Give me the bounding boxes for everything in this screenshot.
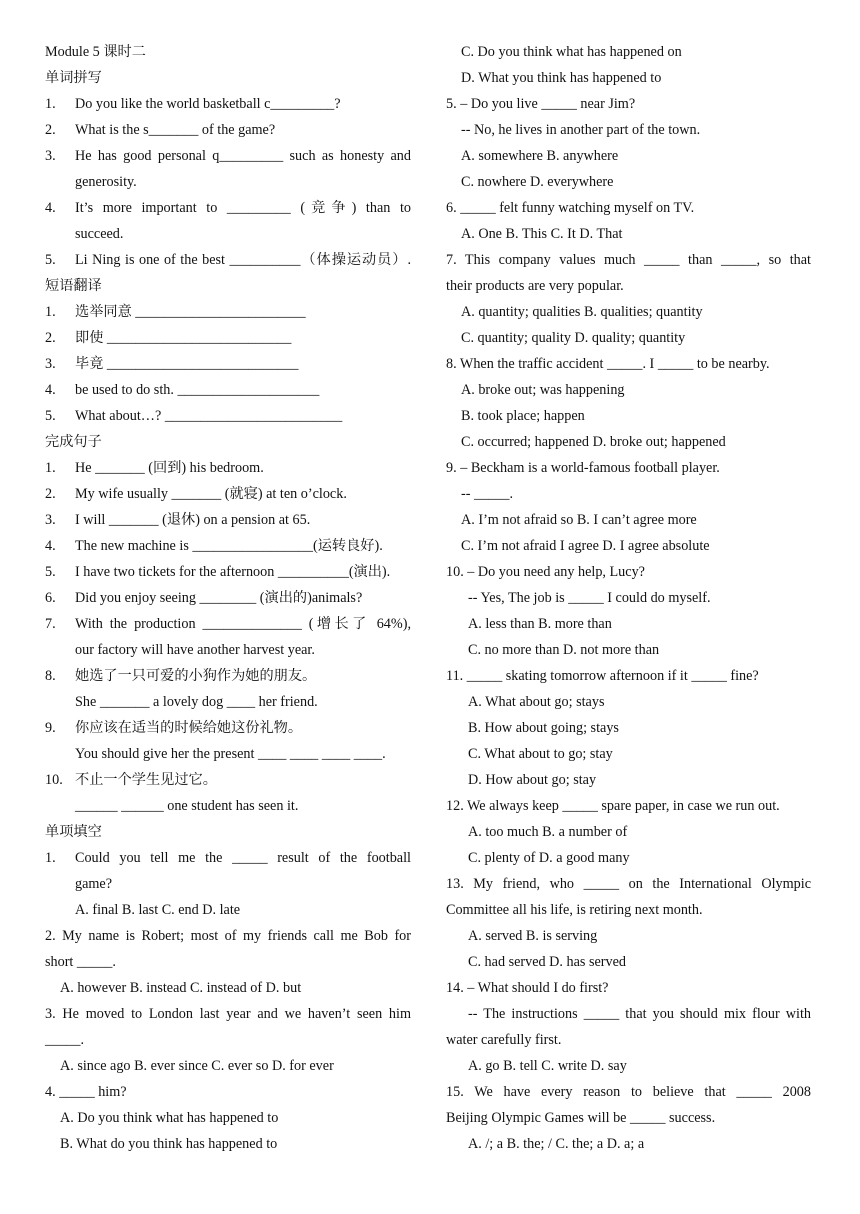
text-line: C. quantity; quality D. quality; quantity	[461, 330, 686, 346]
text-line: D. What you think has happened to	[461, 70, 662, 86]
text-line: A. final B. last C. end D. late	[75, 902, 241, 918]
text-line: C. nowhere D. everywhere	[461, 174, 614, 190]
item-number: 4.	[45, 200, 56, 216]
text-line: Committee all his life, is retiring next month.	[446, 902, 703, 918]
text-line: 8. When the traffic accident _____. I _____ to be nearby.	[446, 356, 770, 372]
item-text: Did you enjoy seeing ________ (演出的)animals?	[75, 590, 363, 606]
text-line: _____.	[45, 1032, 85, 1048]
text-line: -- The instructions _____ that you should mix flour with	[468, 1006, 811, 1022]
text-line: ______ ______ one student has seen it.	[75, 798, 299, 814]
text-line	[45, 195, 411, 221]
item-text: He has good personal q_________ such as honesty and	[75, 148, 411, 164]
text-line: B. How about going; stays	[468, 720, 619, 736]
text-line	[45, 351, 411, 377]
text-line: 13. My friend, who _____ on the International Olympic	[446, 876, 811, 892]
item-number: 8.	[45, 668, 56, 684]
text-line: C. plenty of D. a good many	[468, 850, 630, 866]
text-line	[45, 663, 411, 689]
text-line: -- No, he lives in another part of the town.	[461, 122, 701, 138]
item-number: 6.	[45, 590, 56, 606]
text-line: 4. _____ him?	[45, 1084, 127, 1100]
item-text: My wife usually _______ (就寝) at ten o’clock.	[75, 486, 347, 502]
text-line: C. no more than D. not more than	[468, 642, 660, 658]
text-line: game?	[75, 876, 113, 892]
text-line	[45, 845, 411, 871]
text-line	[45, 507, 411, 533]
item-text: 即使 __________________________	[75, 330, 292, 346]
text-line: generosity.	[75, 174, 137, 190]
text-line: their products are very popular.	[446, 278, 624, 294]
item-text: The new machine is _________________(运转良好).	[75, 538, 383, 554]
text-line: A. too much B. a number of	[468, 824, 628, 840]
item-number: 5.	[45, 408, 56, 424]
item-number: 9.	[45, 720, 56, 736]
item-number: 10.	[45, 772, 63, 788]
item-text: 毕竟 ___________________________	[75, 356, 299, 372]
text-line: 10. – Do you need any help, Lucy?	[446, 564, 645, 580]
text-line: 完成句子	[45, 434, 102, 450]
text-line	[45, 715, 411, 741]
text-line: C. had served D. has served	[468, 954, 626, 970]
text-line	[45, 585, 411, 611]
text-line: 6. _____ felt funny watching myself on TV.	[446, 200, 695, 216]
text-line: She _______ a lovely dog ____ her friend.	[75, 694, 318, 710]
text-line	[45, 143, 411, 169]
item-text: 你应该在适当的时候给她这份礼物。	[75, 720, 303, 736]
item-text: I will _______ (退休) on a pension at 65.	[75, 512, 311, 528]
text-line	[45, 767, 411, 793]
text-line: short _____.	[45, 954, 116, 970]
text-line: 12. We always keep _____ spare paper, in case we run out.	[446, 798, 780, 814]
text-line: water carefully first.	[446, 1032, 562, 1048]
text-line	[45, 403, 411, 429]
text-line	[45, 117, 411, 143]
text-line: 单词拼写	[45, 70, 102, 86]
text-line: A. less than B. more than	[468, 616, 612, 632]
text-line: A. /; a B. the; / C. the; a D. a; a	[468, 1136, 645, 1152]
text-line	[45, 377, 411, 403]
item-number: 2.	[45, 330, 56, 346]
item-number: 1.	[45, 304, 56, 320]
text-line: A. however B. instead C. instead of D. but	[60, 980, 302, 996]
item-number: 1.	[45, 460, 56, 476]
text-line	[45, 533, 411, 559]
item-text: 她选了一只可爱的小狗作为她的朋友。	[75, 668, 317, 684]
text-line: C. I’m not afraid I agree D. I agree absolute	[461, 538, 710, 554]
text-line: C. Do you think what has happened on	[461, 44, 682, 60]
text-line: -- Yes, The job is _____ I could do myself.	[468, 590, 711, 606]
text-line: A. broke out; was happening	[461, 382, 625, 398]
text-line: A. since ago B. ever since C. ever so D. for ever	[60, 1058, 334, 1074]
text-line: B. What do you think has happened to	[60, 1136, 278, 1152]
text-line	[45, 299, 411, 325]
item-text: 不止一个学生见过它。	[75, 772, 217, 788]
text-line: -- _____.	[461, 486, 514, 502]
text-line	[45, 559, 411, 585]
text-line: A. Do you think what has happened to	[60, 1110, 279, 1126]
item-text: Do you like the world basketball c_________?	[75, 96, 341, 112]
text-line: A. somewhere B. anywhere	[461, 148, 619, 164]
text-line: succeed.	[75, 226, 124, 242]
item-number: 3.	[45, 356, 56, 372]
text-line: A. go B. tell C. write D. say	[468, 1058, 627, 1074]
text-line: 11. _____ skating tomorrow afternoon if it _____ fine?	[446, 668, 759, 684]
item-text: With the production ______________ (增长了 64%),	[75, 616, 411, 632]
text-line: C. occurred; happened D. broke out; happened	[461, 434, 726, 450]
text-line: You should give her the present ____ ____ ____ ____.	[75, 746, 386, 762]
text-line: our factory will have another harvest year.	[75, 642, 315, 658]
item-number: 5.	[45, 252, 56, 268]
text-line	[45, 247, 411, 273]
text-line: A. What about go; stays	[468, 694, 605, 710]
text-line: Beijing Olympic Games will be _____ success.	[446, 1110, 716, 1126]
text-line: C. What about to go; stay	[468, 746, 613, 762]
text-line	[45, 455, 411, 481]
text-line: A. quantity; qualities B. qualities; quantity	[461, 304, 703, 320]
item-number: 1.	[45, 96, 56, 112]
item-text: He _______ (回到) his bedroom.	[75, 460, 264, 476]
item-text: I have two tickets for the afternoon __________(演出).	[75, 564, 391, 580]
text-line: 7. This company values much _____ than _____, so that	[446, 252, 811, 268]
text-line: A. I’m not afraid so B. I can’t agree more	[461, 512, 697, 528]
text-line: 15. We have every reason to believe that _____ 2008	[446, 1084, 811, 1100]
left-column	[45, 39, 411, 1157]
item-number: 1.	[45, 850, 56, 866]
text-line: 9. – Beckham is a world-famous football player.	[446, 460, 720, 476]
item-number: 5.	[45, 564, 56, 580]
item-number: 2.	[45, 122, 56, 138]
text-line: D. How about go; stay	[468, 772, 597, 788]
item-text: It’s more important to _________ (竞争) than to	[75, 200, 411, 216]
item-number: 4.	[45, 382, 56, 398]
text-line: 3. He moved to London last year and we haven’t seen him	[45, 1006, 411, 1022]
text-line	[45, 611, 411, 637]
text-line	[45, 481, 411, 507]
text-line: A. served B. is serving	[468, 928, 598, 944]
item-text: Could you tell me the _____ result of the football	[75, 850, 411, 866]
item-number: 4.	[45, 538, 56, 554]
item-text: be used to do sth. ____________________	[75, 382, 320, 398]
text-line: B. took place; happen	[461, 408, 585, 424]
text-line: A. One B. This C. It D. That	[461, 226, 623, 242]
text-line: 单项填空	[45, 824, 102, 840]
text-line	[45, 91, 411, 117]
item-number: 2.	[45, 486, 56, 502]
text-line: 5. – Do you live _____ near Jim?	[446, 96, 636, 112]
item-number: 3.	[45, 512, 56, 528]
text-line: 14. – What should I do first?	[446, 980, 609, 996]
item-number: 3.	[45, 148, 56, 164]
right-column	[446, 39, 811, 1157]
item-text: 选举同意 ________________________	[75, 304, 306, 320]
text-line: 2. My name is Robert; most of my friends call me Bob for	[45, 928, 411, 944]
text-line	[45, 325, 411, 351]
item-text: What is the s_______ of the game?	[75, 122, 276, 138]
text-line: Module 5 课时二	[45, 44, 146, 60]
item-number: 7.	[45, 616, 56, 632]
text-line: 短语翻译	[45, 278, 102, 294]
item-text: What about…? _________________________	[75, 408, 343, 424]
item-text: Li Ning is one of the best __________（体操运动员）.	[75, 252, 411, 268]
